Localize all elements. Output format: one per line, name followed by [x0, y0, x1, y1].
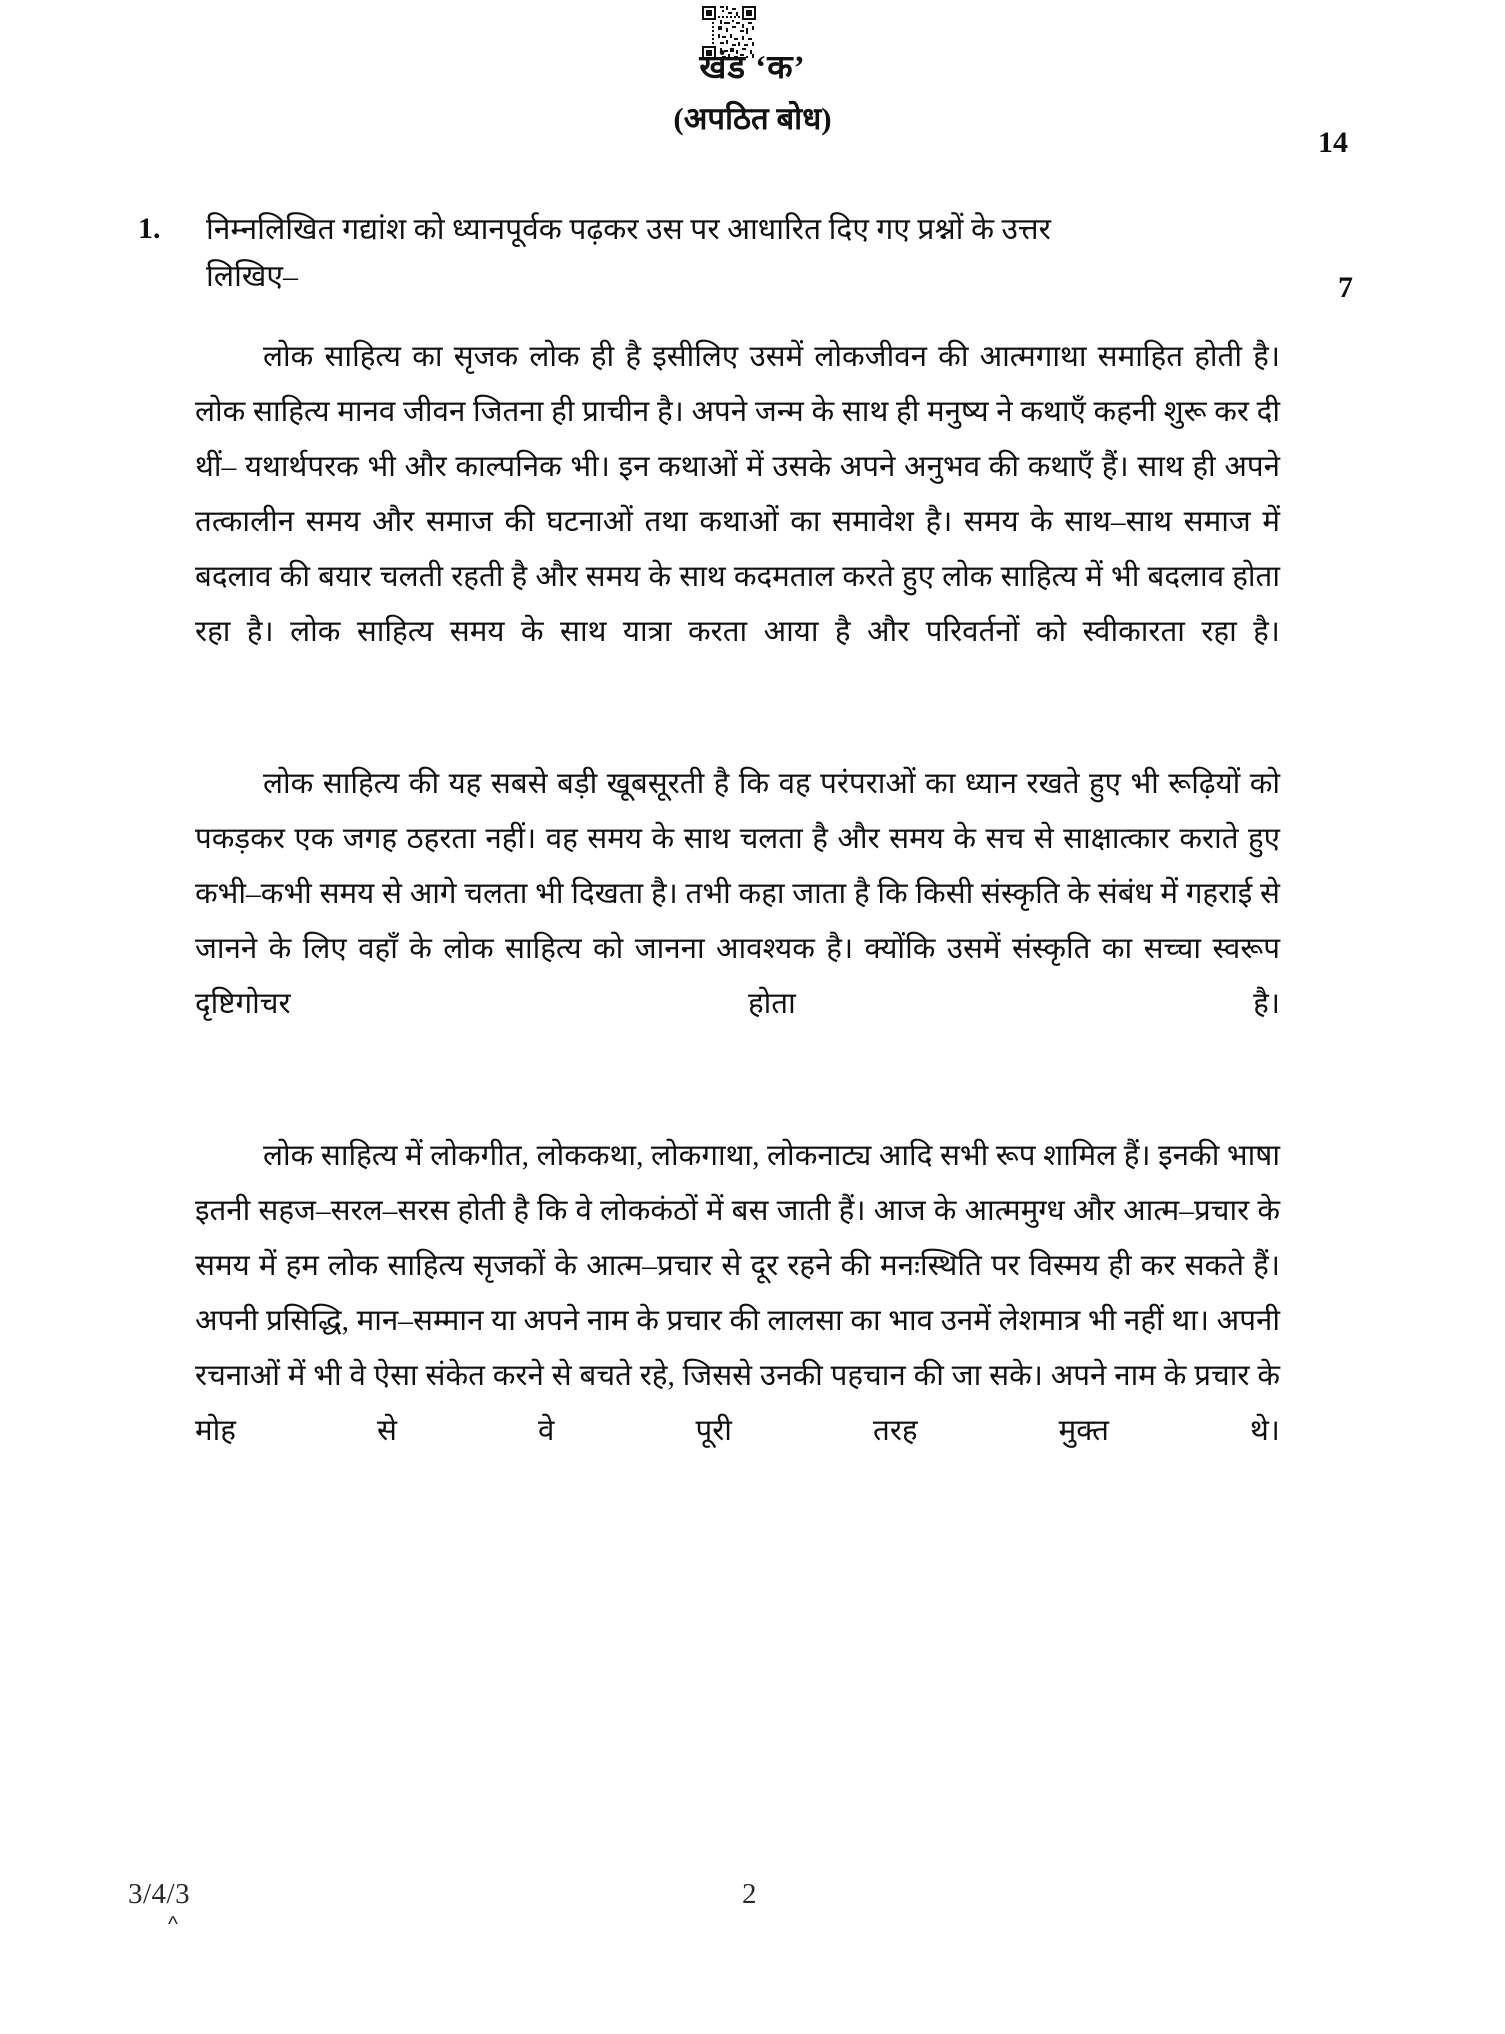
section-header	[0, 46, 1505, 140]
passage-text	[195, 330, 1280, 1514]
question-prompt-line-1: निम्नलिखित गद्यांश को ध्यानपूर्वक पढ़कर उस पर आधारित दिए गए प्रश्नों के उत्तर	[206, 213, 1051, 246]
question-prompt	[206, 206, 1248, 301]
footer-paper-code: 3/4/3	[128, 1878, 191, 1910]
question-block	[138, 206, 1248, 301]
question-prompt-line-2: लिखिए–	[206, 260, 299, 294]
footer-caret-mark: ^	[168, 1913, 178, 1936]
question-number: 1.	[138, 212, 161, 245]
passage-paragraph: लोक साहित्य की यह सबसे बड़ी खूबसूरती है कि वह परंपराओं का ध्यान रखते हुए भी रूढ़ियों को पकड़कर एक जगह ठहरता नहीं। वह समय के साथ चलता है और समय के सच से साक्षात्कार कराते हुए कभी–कभी समय से आगे चलता भी दिखता है। तभी कहा जाता है कि किसी संस्कृति के संबंध में गहराई से जानने के लिए वहाँ के लोक साहित्य को जानना आवश्यक है। क्योंकि उसमें संस्कृति का सच्चा स्वरूप दृष्टिगोचर होता है।	[195, 768, 1280, 1020]
section-marks: 14	[1318, 126, 1348, 159]
passage-paragraph: लोक साहित्य में लोकगीत, लोककथा, लोकगाथा, लोकनाट्य आदि सभी रूप शामिल हैं। इनकी भाषा इतनी सहज–सरल–सरस होती है कि वे लोककंठों में बस जाती हैं। आज के आत्ममुग्ध और आत्म–प्रचार के समय में हम लोक साहित्य सृजकों के आत्म–प्रचार से दूर रहने की मनःस्थिति पर विस्मय ही कर सकते हैं। अपनी प्रसिद्धि, मान–सम्मान या अपने नाम के प्रचार की लालसा का भाव उनमें लेशमात्र भी नहीं था। अपनी रचनाओं में भी वे ऐसा संकेत करने से बचते रहे, जिससे उनकी पहचान की जा सके। अपने नाम के प्रचार के मोह से वे पूरी तरह मुक्त थे।	[195, 1140, 1280, 1447]
passage-paragraph: लोक साहित्य का सृजक लोक ही है इसीलिए उसमें लोकजीवन की आत्मगाथा समाहित होती है। लोक साहित्य मानव जीवन जितना ही प्राचीन है। अपने जन्म के साथ ही मनुष्य ने कथाएँ कहनी शुरू कर दी थीं– यथार्थपरक भी और काल्पनिक भी। इन कथाओं में उसके अपने अनुभव की कथाएँ हैं। साथ ही अपने तत्कालीन समय और समाज की घटनाओं तथा कथाओं का समावेश है। समय के साथ–साथ समाज में बदलाव की बयार चलती रहती है और समय के साथ कदमताल करते हुए लोक साहित्य में भी बदलाव होता रहा है। लोक साहित्य समय के साथ यात्रा करता आया है और परिवर्तनों को स्वीकारता रहा है।	[195, 341, 1280, 648]
section-title: खंड ‘क’	[699, 50, 806, 86]
footer-page-number: 2	[742, 1878, 757, 1910]
question-marks: 7	[1338, 271, 1353, 304]
section-subtitle: (अपठित बोध)	[673, 100, 832, 136]
